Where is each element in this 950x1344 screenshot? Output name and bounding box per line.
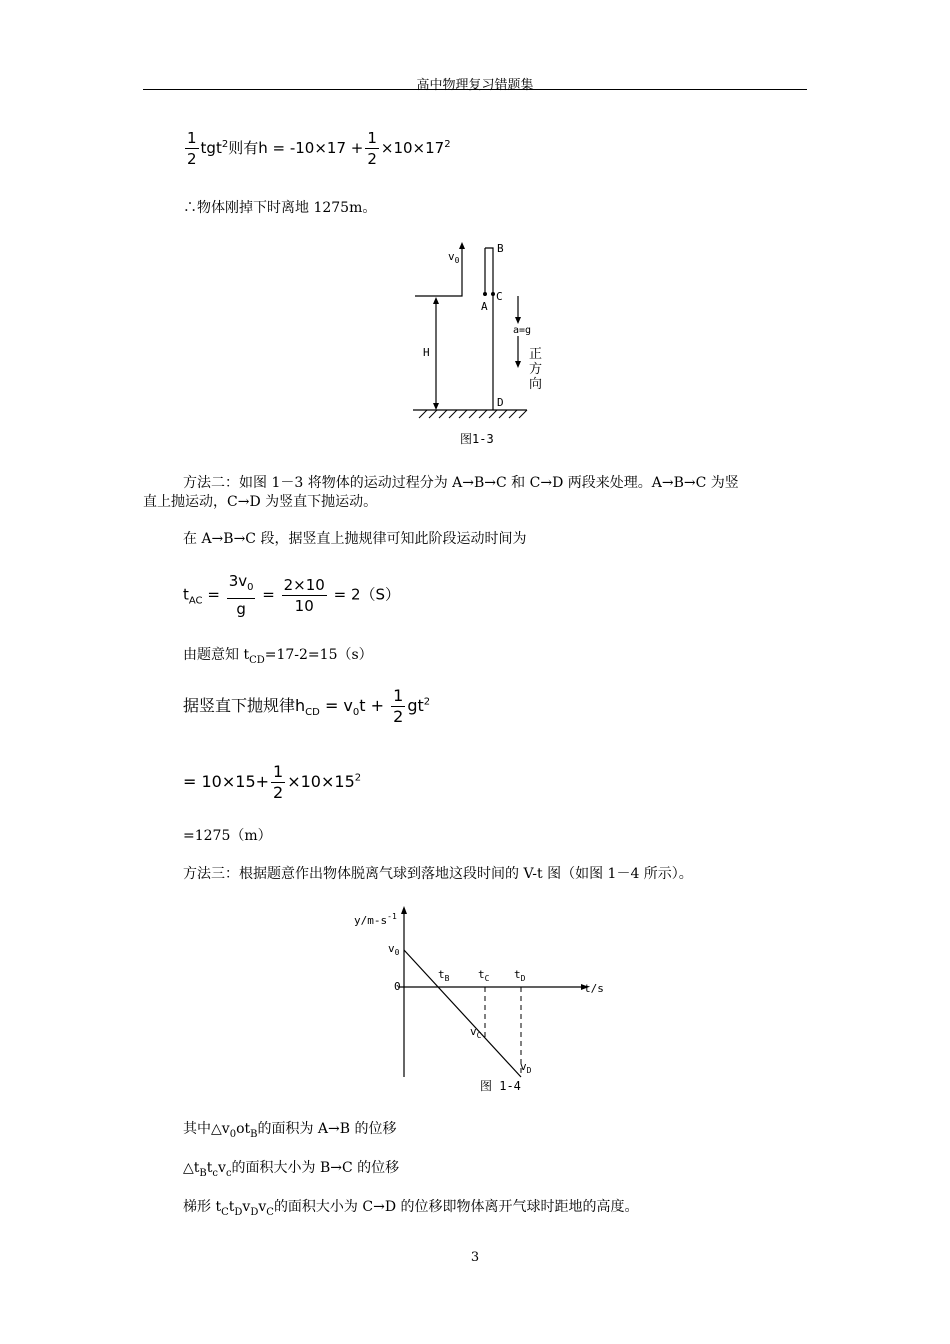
point-a bbox=[483, 292, 487, 296]
svg-text:vD: $v_D$ bbox=[520, 1060, 532, 1075]
label-h: H bbox=[423, 346, 430, 359]
figure-1-4-caption: 图 1-4 bbox=[480, 1079, 521, 1093]
method-2-line-3: 在 A→B→C 段，据竖直上抛规律可知此阶段运动时间为 bbox=[183, 531, 527, 547]
label-c: C bbox=[496, 290, 503, 303]
method-2-line-2: 直上抛运动，C→D 为竖直下抛运动。 bbox=[143, 494, 378, 510]
method-3-text: 方法三：根据题意作出物体脱离气球到落地这段时间的 V-t 图（如图 1－4 所示）。 bbox=[183, 866, 693, 882]
area-2-text: $\triangle t_Bt_cv_c$的面积大小为 B→C 的位移 bbox=[183, 1160, 400, 1179]
page-header: 高中物理复习错题集 bbox=[416, 78, 534, 93]
origin-label: 0 bbox=[394, 980, 401, 993]
area-1-text: 其中$\triangle v_0ot_B$的面积为 A→B 的位移 bbox=[183, 1121, 397, 1140]
page-number: 3 bbox=[470, 1250, 480, 1265]
svg-text:方: 方 bbox=[529, 362, 543, 377]
y-axis-label: $y/m-s^{-1}$ bbox=[354, 912, 397, 927]
label-ag: a=g bbox=[513, 325, 532, 336]
point-c bbox=[491, 292, 495, 296]
trajectory-line bbox=[485, 248, 493, 410]
figure-1-3-caption: 图1-3 bbox=[460, 432, 494, 446]
velocity-line bbox=[404, 950, 521, 1077]
svg-text:tB: $t_B$ bbox=[438, 968, 450, 983]
formula-3: 据竖直下抛规律$h_{CD} = v_0t$ + $\frac{1}{2}$ $gt^2$ bbox=[183, 686, 431, 726]
figure-1-3 bbox=[405, 240, 555, 450]
balloon-outline bbox=[415, 245, 462, 296]
fraction-20-10: $\frac{2\times 10}{10}$ bbox=[283, 575, 325, 615]
fraction-half: $\frac{1}{2}$ bbox=[273, 762, 284, 802]
svg-text:v0: $v_0$ bbox=[388, 942, 400, 957]
fraction-half: $\frac{1}{2}$ bbox=[393, 686, 404, 726]
svg-text:vC: $v_C$ bbox=[470, 1025, 482, 1040]
header-rule bbox=[143, 89, 807, 90]
svg-text:正: 正 bbox=[529, 347, 543, 362]
area-3-text: 梯形 $t_Ct_Dv_Dv_C$的面积大小为 C→D 的位移即物体离开气球时距地的高度。 bbox=[183, 1199, 639, 1218]
x-axis-label: t/s bbox=[584, 982, 604, 995]
label-b: B bbox=[497, 242, 504, 255]
fraction-half: $\frac{1}{2}$ bbox=[367, 129, 377, 168]
formula-4: = 10×15+ $\frac{1}{2}$ $\times 10\times 15^2$ bbox=[183, 762, 362, 802]
label-a: A bbox=[481, 300, 488, 313]
tcd-line: 由题意知 $t_{CD}=17-2=15(s)$ bbox=[183, 647, 373, 666]
method-2-line-1: 方法二：如图 1－3 将物体的运动过程分为 A→B→C 和 C→D 两段来处理。A→B→C 为竖 bbox=[183, 475, 739, 491]
svg-text:向: 向 bbox=[529, 377, 543, 392]
fraction-half: $\frac{1}{2}$ bbox=[187, 129, 197, 168]
conclusion-text: ∴物体刚掉下时离地 1275m。 bbox=[183, 200, 377, 216]
result-line: =1275（m） bbox=[183, 828, 272, 844]
fraction-3v0-g: $\frac{3v_0}{g}$ bbox=[228, 572, 254, 618]
svg-text:tD: $t_D$ bbox=[514, 968, 526, 983]
svg-text:tC: $t_C$ bbox=[478, 968, 490, 983]
label-d: D bbox=[497, 396, 504, 409]
formula-2: $t_{AC}$ = $\frac{3v_0}{g}$ = $\frac{2\times 10}{10}$ = 2（S） bbox=[183, 572, 401, 618]
figure-1-4 bbox=[348, 902, 618, 1102]
formula-1: $\frac{1}{2}$ tgt$^2$则有h = -10×17 + $\frac{1}{2}$ $\times 10\times 17^2$ bbox=[187, 129, 451, 168]
svg-text:v0: $v_0$ bbox=[448, 250, 460, 265]
